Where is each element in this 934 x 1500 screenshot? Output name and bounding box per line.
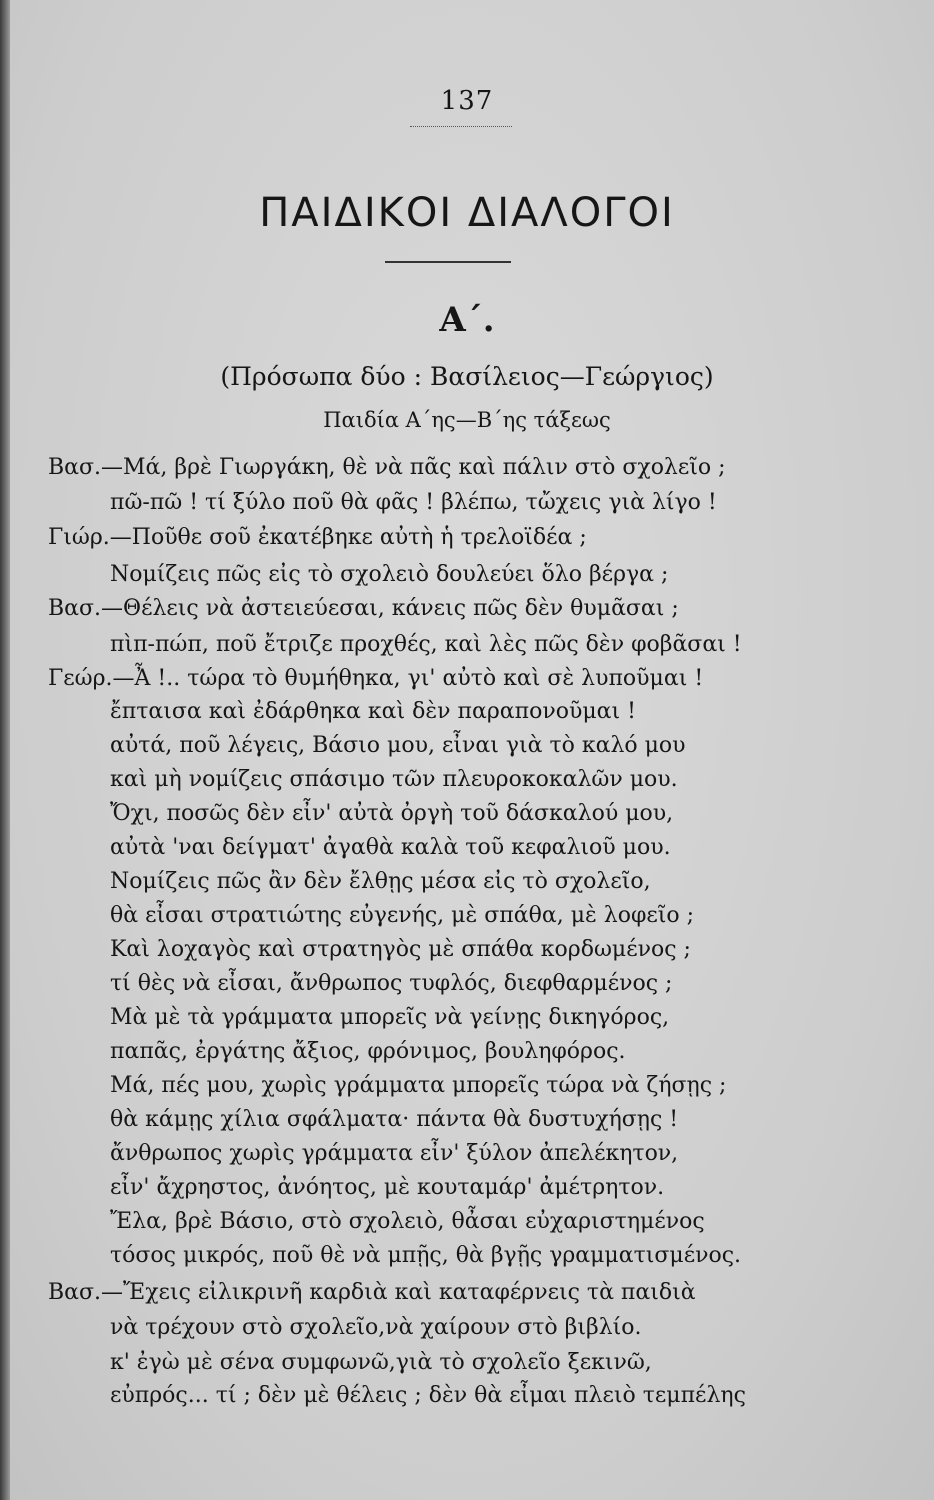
page-title: ΠΑΙΔΙΚΟΙ ΔΙΑΛΟΓΟΙ bbox=[259, 190, 675, 236]
dialogue-line: Μά, πές μου, χωρὶς γράμματα μπορεῖς τώρα νὰ ζήσῃς ; bbox=[110, 1073, 727, 1098]
dialogue-line: τί θὲς νὰ εἶσαι, ἄνθρωπος τυφλός, διεφθαρμένος ; bbox=[110, 971, 673, 996]
dialogue-line: Γεώρ.—Ἆ !.. τώρα τὸ θυμήθηκα, γι' αὐτὸ καὶ σὲ λυποῦμαι ! bbox=[48, 666, 704, 691]
dialogue-line: εἶν' ἄχρηστος, ἀνόητος, μὲ κουταμάρ' ἀμέτρητον. bbox=[110, 1175, 665, 1200]
dialogue-line: νὰ τρέχουν στὸ σχολεῖο,νὰ χαίρουν στὸ βιβλίο. bbox=[110, 1315, 642, 1340]
dialogue-line: Καὶ λοχαγὸς καὶ στρατηγὸς μὲ σπάθα κορδωμένος ; bbox=[110, 937, 691, 962]
dialogue-line: τόσος μικρός, ποῦ θὲ νὰ μπῇς, θὰ βγῇς γραμματισμένος. bbox=[110, 1243, 742, 1268]
page-number: 137 bbox=[440, 86, 494, 116]
dialogue-line: πὶπ-πώπ, ποῦ ἔτριζε προχθές, καὶ λὲς πῶς δὲν φοβᾶσαι ! bbox=[110, 632, 742, 657]
dialogue-line: θὰ εἶσαι στρατιώτης εὐγενής, μὲ σπάθα, μὲ λοφεῖο ; bbox=[110, 903, 695, 928]
dialogue-line: παπᾶς, ἐργάτης ἄξιος, φρόνιμος, βουληφόρος. bbox=[110, 1039, 626, 1064]
dialogue-line: Νομίζεις πῶς ἂν δὲν ἔλθῃς μέσα εἰς τὸ σχολεῖο, bbox=[110, 869, 651, 894]
dialogue-line: Βασ.—Ἔχεις εἰλικρινῆ καρδιὰ καὶ καταφέρνεις τὰ παιδιὰ bbox=[48, 1280, 696, 1305]
dialogue-line: Μὰ μὲ τὰ γράμματα μπορεῖς νὰ γείνῃς δικηγόρος, bbox=[110, 1005, 670, 1030]
dialogue-line: Βασ.—Θέλεις νὰ ἀστειεύεσαι, κάνεις πῶς δὲν θυμᾶσαι ; bbox=[48, 596, 679, 621]
dialogue-line: Βασ.—Μά, βρὲ Γιωργάκη, θὲ νὰ πᾶς καὶ πάλιν στὸ σχολεῖο ; bbox=[48, 455, 726, 480]
dialogue-line: ἄνθρωπος χωρὶς γράμματα εἶν' ξύλον ἀπελέκητον, bbox=[110, 1141, 679, 1166]
dialogue-line: Γιώρ.—Ποῦθε σοῦ ἐκατέβηκε αὐτὴ ἡ τρελοϊδέα ; bbox=[48, 525, 587, 550]
dialogue-line: πῶ-πῶ ! τί ξύλο ποῦ θὰ φᾶς ! βλέπω, τὤχεις γιὰ λίγο ! bbox=[110, 490, 717, 515]
dialogue-line: θὰ κάμῃς χίλια σφάλματα· πάντα θὰ δυστυχήσῃς ! bbox=[110, 1107, 679, 1132]
dialogue-line: αὐτὰ 'ναι δείγματ' ἀγαθὰ καλὰ τοῦ κεφαλιοῦ μου. bbox=[110, 835, 671, 860]
dialogue-line: καὶ μὴ νομίζεις σπάσιμο τῶν πλευροκοκαλῶν μου. bbox=[110, 767, 678, 792]
dialogue-line: εὐπρός... τί ; δὲν μὲ θέλεις ; δὲν θὰ εἶμαι πλειὸ τεμπέλης bbox=[110, 1383, 746, 1408]
class-level-caption: Παιδία Α΄ης—Β΄ης τάξεως bbox=[323, 408, 611, 432]
dialogue-line: Ὄχι, ποσῶς δὲν εἶν' αὐτὰ ὀργὴ τοῦ δάσκαλού μου, bbox=[110, 801, 674, 826]
dialogue-line: Ἔλα, βρὲ Βάσιο, στὸ σχολειὸ, θἆσαι εὐχαριστημένος bbox=[110, 1209, 705, 1234]
dialogue-line: αὐτά, ποῦ λέγεις, Βάσιο μου, εἶναι γιὰ τὸ καλό μου bbox=[110, 733, 686, 758]
dialogue-line: ἔπταισα καὶ ἐδάρθηκα καὶ δὲν παραπονοῦμαι ! bbox=[110, 699, 636, 724]
dialogue-line: Νομίζεις πῶς εἰς τὸ σχολειὸ δουλεύει ὅλο βέργα ; bbox=[110, 562, 669, 587]
dialogue-line: κ' ἐγὼ μὲ σένα συμφωνῶ,γιὰ τὸ σχολεῖο ξεκινῶ, bbox=[110, 1350, 652, 1375]
persons-caption: (Πρόσωπα δύο : Βασίλειος—Γεώργιος) bbox=[220, 362, 714, 391]
section-heading: Α΄. bbox=[439, 300, 495, 340]
